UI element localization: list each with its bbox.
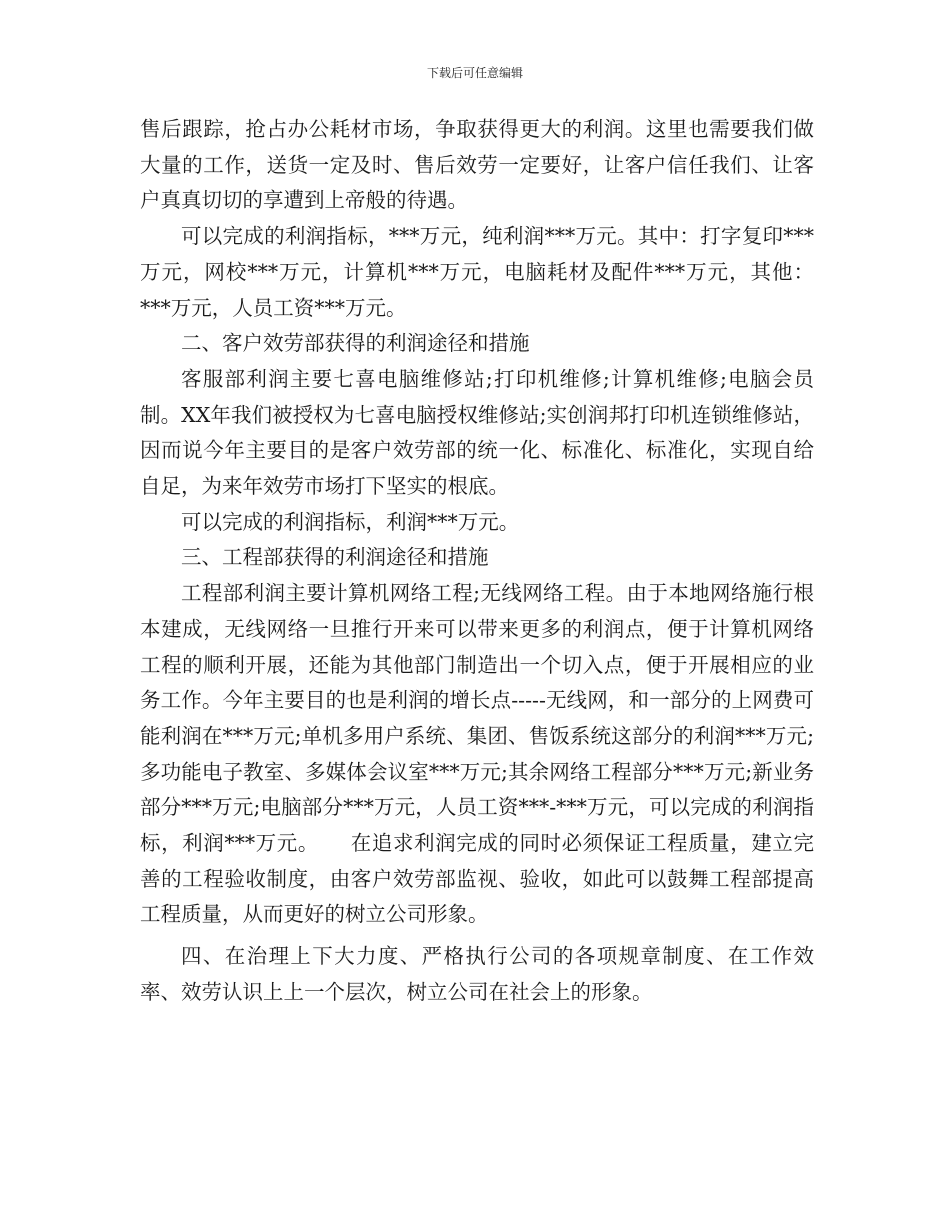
document-body [140,112,814,1011]
page-header-note: 下载后可任意编辑 [426,66,523,80]
paragraph-profit-target-2: 可以完成的利润指标，利润***万元。 [181,509,520,534]
paragraph-customer-service: 客服部利润主要七喜电脑维修站;打印机维修;计算机维修;电脑会员制。XX年我们被授权为七喜电脑授权维修站;实创润邦打印机连锁维修站，因而说今年主要目的是客户效劳部的统一化、标准化、标准化，实现自给自足，为来年效劳市场打下坚实的根底。 [140,366,814,499]
paragraph-engineering: 工程部利润主要计算机网络工程;无线网络工程。由于本地网络施行根本建成，无线网络一旦推行开来可以带来更多的利润点，便于计算机网络工程的顺利开展，还能为其他部门制造出一个切入点，便于开展相应的业务工作。今年主要目的也是利润的增长点-----无线网，和一部分的上网费可能利润在***万元;单机多用户系统、集团、售饭系统这部分的利润***万元;多功能电子教室、多媒体会议室***万元;其余网络工程部分***万元;新业务部分***万元;电脑部分***万元，人员工资***-***万元，可以完成的利润指标，利润***万元。 在追求利润完成的同时必须保证工程质量，建立完善的工程验收制度，由客户效劳部监视、验收，如此可以鼓舞工程部提高工程质量，从而更好的树立公司形象。 [140,581,814,927]
section-heading-customer-service: 二、客户效劳部获得的利润途径和措施 [181,331,530,356]
paragraph-intro-continuation: 售后跟踪，抢占办公耗材市场，争取获得更大的利润。这里也需要我们做大量的工作，送货一定及时、售后效劳一定要好，让客户信任我们、让客户真真切切的享遭到上帝般的待遇。 [140,117,814,213]
paragraph-management: 四、在治理上下大力度、严格执行公司的各项规章制度、在工作效率、效劳认识上上一个层次，树立公司在社会上的形象。 [140,944,814,1004]
section-heading-engineering: 三、工程部获得的利润途径和措施 [181,545,489,570]
paragraph-profit-target-1: 可以完成的利润指标，***万元，纯利润***万元。其中：打字复印***万元，网校***万元，计算机***万元，电脑耗材及配件***万元，其他：***万元，人员工资***万元。 [140,224,814,320]
